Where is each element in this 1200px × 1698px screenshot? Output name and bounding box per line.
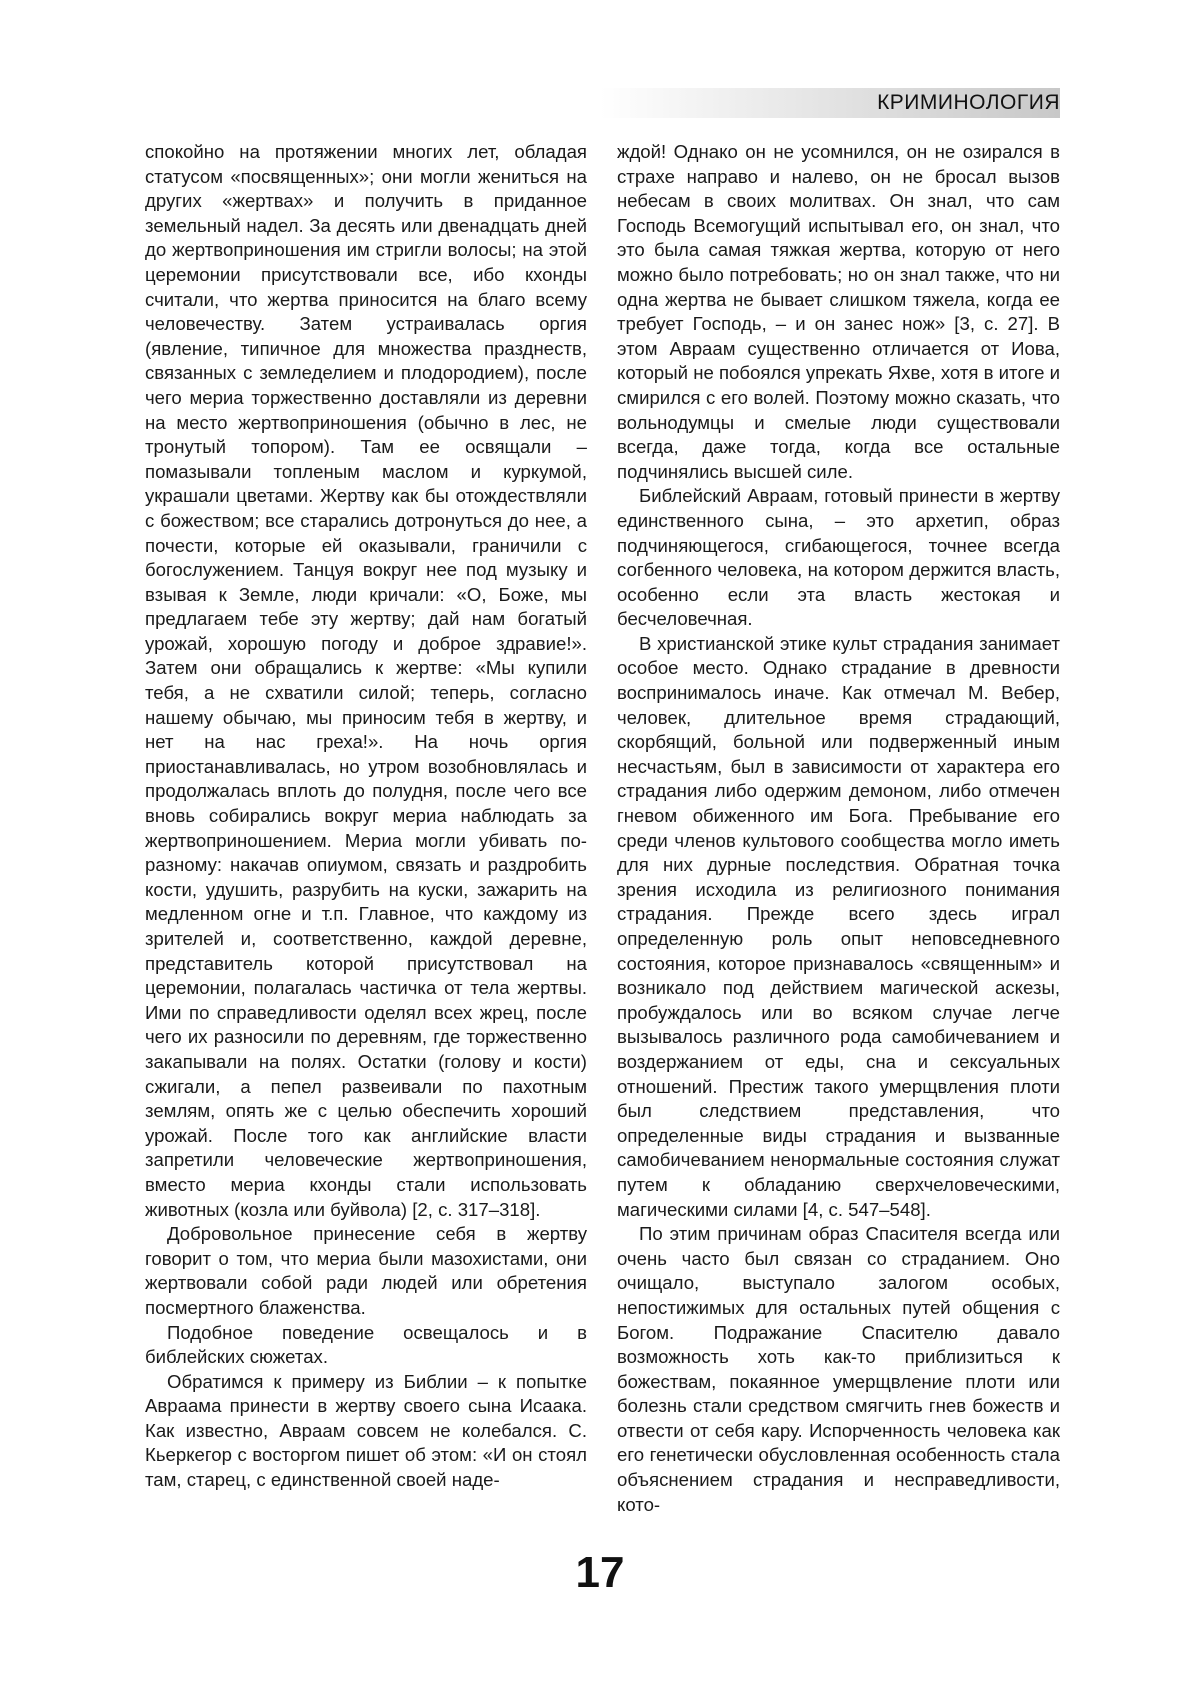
paragraph: Добровольное принесение себя в жертву говорит о том, что мериа были мазохистами, они жертвовали собой ради людей или обретения посмертного блаженства.	[145, 1223, 587, 1318]
paragraph: Обратимся к примеру из Библии – к попытке Авраама принести в жертву своего сына Исаака. Как известно, Авраам совсем не колебался. С. Кьеркегор с восторгом пишет об этом: «И он стоял там, старец, с единственной своей наде-	[145, 1370, 587, 1491]
paragraph: По этим причинам образ Спасителя всегда или очень часто был связан со страданием. Оно очищало, выступало залогом особых, непостижимых для остальных путей общения с Богом. Подражание Спасителю давало возможность хоть как-то приблизиться к божествам, покаянное умерщвление плоти или болезнь стали средством смягчить гнев божеств и отвести от себя кару. Испорченность человека как его генетически обусловленная особенность стала объяснением страдания и несправедливости, кото-	[617, 1223, 1060, 1515]
page-number: 17	[575, 1548, 625, 1597]
paragraph: ждой! Однако он не усомнился, он не озирался в страхе направо и налево, он не бросал вызов небесам в своих молитвах. Он знал, что сам Господь Всемогущий испытывал его, он знал, что это была самая тяжкая жертва, которую от него можно было потребовать; но он знал также, что ни одна жертва не бывает слишком тяжела, когда ее требует Господь, – и он занес нож» [3, с. 27]. В этом Авраам существенно отличается от Иова, который не побоялся упрекать Яхве, хотя в итоге и смирился с его волей. Поэтому можно сказать, что вольнодумцы и смелые люди существовали всегда, даже тогда, когда все остальные подчинялись высшей силе.	[617, 141, 1060, 482]
paragraph: В христианской этике культ страдания занимает особое место. Однако страдание в древности воспринималось иначе. Как отмечал М. Вебер, человек, длительное время страдающий, скорбящий, больной или подверженный иным несчастьям, был в зависимости от характера его страдания либо одержим демоном, либо отмечен гневом обиженного им Бога. Пребывание его среди членов культового сообщества могло иметь для них дурные последствия. Обратная точка зрения исходила из религиозного понимания страдания. Прежде всего здесь играл определенную роль опыт неповседневного состояния, которое признавалось «священным» и возникало под действием магической аскезы, пробуждалось или во всяком случае легче вызывалось различного рода самобичеванием и воздержанием от еды, сна и сексуальных отношений. Престиж такого умерщвления плоти был следствием представления, что определенные виды страдания и вызванные самобичеванием ненормальные состояния служат путем к обладанию сверхчеловеческими, магическими силами [4, с. 547–548].	[617, 632, 1060, 1220]
paragraph: Подобное поведение освещалось и в библейских сюжетах.	[145, 1321, 587, 1368]
paragraph: спокойно на протяжении многих лет, обладая статусом «посвященных»; они могли жениться на других «жертвах» и получить в приданное земельный надел. За десять или двенадцать дней до жертвоприношения им стригли волосы; на этой церемонии присутствовали все, ибо кхонды считали, что жертва приносится на благо всему человечеству. Затем устраивалась оргия (явление, типичное для множества празднеств, связанных с земледелием и плодородием), после чего мериа торжественно доставляли из деревни на место жертвоприношения (обычно в лес, не тронутый топором). Там ее освящали – помазывали топленым маслом и куркумой, украшали цветами. Жертву как бы отождествляли с божеством; все старались дотронуться до нее, а почести, которые ей оказывали, граничили с богослужением. Танцуя вокруг нее под музыку и взывая к Земле, люди кричали: «О, Боже, мы предлагаем тебе эту жертву; дай нам богатый урожай, хорошую погоду и доброе здравие!». Затем они обращались к жертве: «Мы купили тебя, а не схватили силой; теперь, согласно нашему обычаю, мы приносим тебя в жертву, и нет на нас греха!». На ночь оргия приостанавливалась, но утром возобновлялась и продолжалась вплоть до полудня, после чего все вновь собирались вокруг мериа наблюдать за жертвоприношением. Мериа могли убивать по-разному: накачав опиумом, связать и раздробить кости, удушить, разрубить на куски, зажарить на медленном огне и т.п. Главное, что каждому из зрителей и, соответственно, каждой деревне, представитель которой присутствовал на церемонии, полагалась частичка от тела жертвы. Ими по справедливости оделял всех жрец, после чего их разносили по деревням, где торжественно закапывали на полях. Остатки (голову и кости) сжигали, а пепел развеивали по пахотным землям, опять же с целью обеспечить хороший урожай. После того как английские власти запретили человеческие жертвоприношения, вместо мериа кхонды стали использовать животных (козла или буйвола) [2, с. 317–318].	[145, 141, 587, 1220]
left-column	[145, 140, 587, 1493]
right-column	[617, 140, 1060, 1517]
paragraph: Библейский Авраам, готовый принести в жертву единственного сына, – это архетип, образ подчиняющегося, сгибающегося, точнее всегда согбенного человека, на котором держится власть, особенно если эта власть жестокая и бесчеловечная.	[617, 485, 1060, 630]
section-title: КРИМИНОЛОГИЯ	[877, 91, 1060, 114]
